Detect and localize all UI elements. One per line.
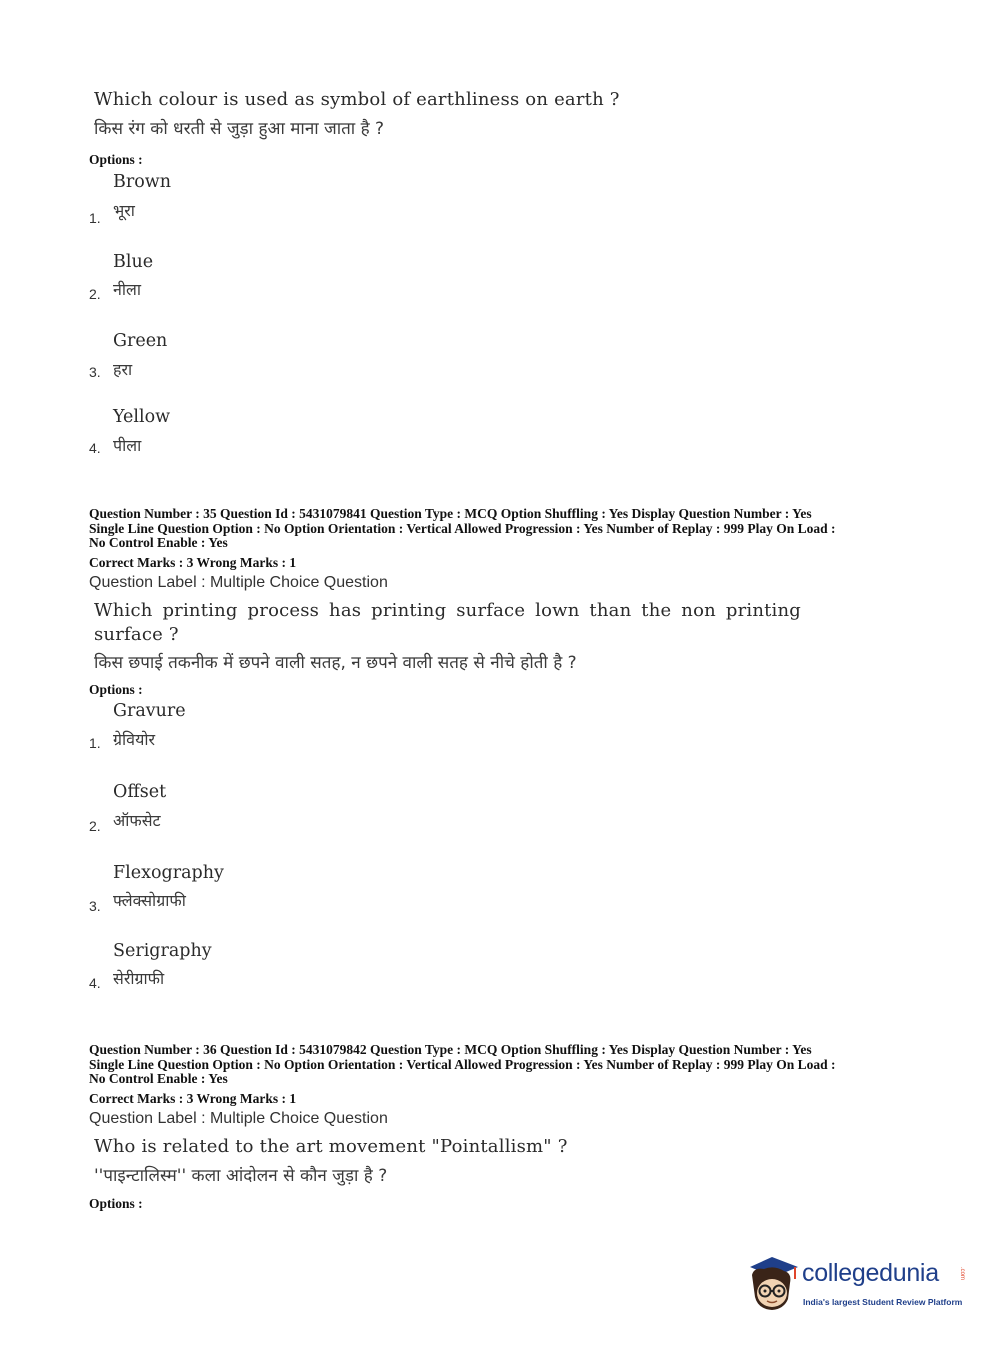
q35-option-4-number: 4. <box>89 975 101 991</box>
q35-option-2-hindi: ऑफसेट <box>113 811 161 830</box>
q36-text-english: Who is related to the art movement "Pointallism" ? <box>94 1136 568 1157</box>
q35-option-1-hindi: ग्रेवियोर <box>113 730 156 749</box>
q35-text-hindi: किस छपाई तकनीक में छपने वाली सतह, न छपने वाली सतह से नीचे होती है ? <box>94 653 577 673</box>
q36-meta-line-3: No Control Enable : Yes <box>89 1071 228 1086</box>
q35-option-3-english: Flexography <box>113 863 224 883</box>
logo-dotcom: .com <box>959 1267 965 1281</box>
q35-option-1-number: 1. <box>89 735 101 751</box>
q35-option-2-number: 2. <box>89 818 101 834</box>
q34-option-1-english: Brown <box>113 172 172 192</box>
q35-text-english-line-2: surface ? <box>94 624 179 645</box>
q34-options-label: Options : <box>89 152 143 167</box>
q35-metadata <box>89 507 919 551</box>
q35-option-1-english: Gravure <box>113 701 186 721</box>
q34-option-4-number: 4. <box>89 440 101 456</box>
q35-option-3-number: 3. <box>89 898 101 914</box>
q35-question-label: Question Label : Multiple Choice Question <box>89 574 388 591</box>
q35-meta-line-3: No Control Enable : Yes <box>89 535 228 550</box>
q34-text-hindi: किस रंग को धरती से जुड़ा हुआ माना जाता है ? <box>94 119 385 139</box>
logo-wordmark: collegedunia <box>802 1259 939 1287</box>
q34-option-4-english: Yellow <box>113 407 171 427</box>
logo-tagline: India's largest Student Review Platform <box>803 1297 963 1307</box>
q36-metadata <box>89 1043 919 1087</box>
q36-meta-line-1: Question Number : 36 Question Id : 5431079842 Question Type : MCQ Option Shuffling : Yes Display Question Number : Yes <box>89 1042 812 1057</box>
q34-option-3-hindi: हरा <box>113 360 133 379</box>
q35-option-4-hindi: सेरीग्राफी <box>113 969 165 988</box>
q36-question-label: Question Label : Multiple Choice Question <box>89 1110 388 1127</box>
q34-option-4-hindi: पीला <box>113 436 142 455</box>
q35-option-3-hindi: फ्लेक्सोग्राफी <box>113 891 186 910</box>
q34-option-3-english: Green <box>113 331 168 351</box>
q34-option-2-number: 2. <box>89 286 101 302</box>
q35-text-english-line-1: Which printing process has printing surface lown than the non printing <box>94 600 802 621</box>
q36-marks: Correct Marks : 3 Wrong Marks : 1 <box>89 1091 297 1106</box>
q34-option-1-number: 1. <box>89 210 101 226</box>
collegedunia-logo[interactable] <box>744 1253 969 1319</box>
mascot-icon <box>744 1253 802 1319</box>
q34-option-2-hindi: नीला <box>113 280 142 299</box>
q35-meta-line-2: Single Line Question Option : No Option Orientation : Vertical Allowed Progression : Yes Number of Replay : 999 Play On Load : <box>89 520 836 536</box>
q34-option-2-english: Blue <box>113 252 154 272</box>
q36-meta-line-2: Single Line Question Option : No Option Orientation : Vertical Allowed Progression : Yes Number of Replay : 999 Play On Load : <box>89 1056 836 1072</box>
q36-text-hindi: ''पाइन्टालिस्म'' कला आंदोलन से कौन जुड़ा है ? <box>94 1166 388 1186</box>
q34-option-3-number: 3. <box>89 364 101 380</box>
q36-options-label: Options : <box>89 1196 143 1211</box>
q35-option-2-english: Offset <box>113 782 167 802</box>
q35-options-label: Options : <box>89 682 143 697</box>
q35-option-4-english: Serigraphy <box>113 941 212 961</box>
q35-marks: Correct Marks : 3 Wrong Marks : 1 <box>89 555 297 570</box>
q34-text-english: Which colour is used as symbol of earthliness on earth ? <box>94 89 620 110</box>
q35-meta-line-1: Question Number : 35 Question Id : 5431079841 Question Type : MCQ Option Shuffling : Yes Display Question Number : Yes <box>89 506 812 521</box>
q34-option-1-hindi: भूरा <box>113 201 135 220</box>
